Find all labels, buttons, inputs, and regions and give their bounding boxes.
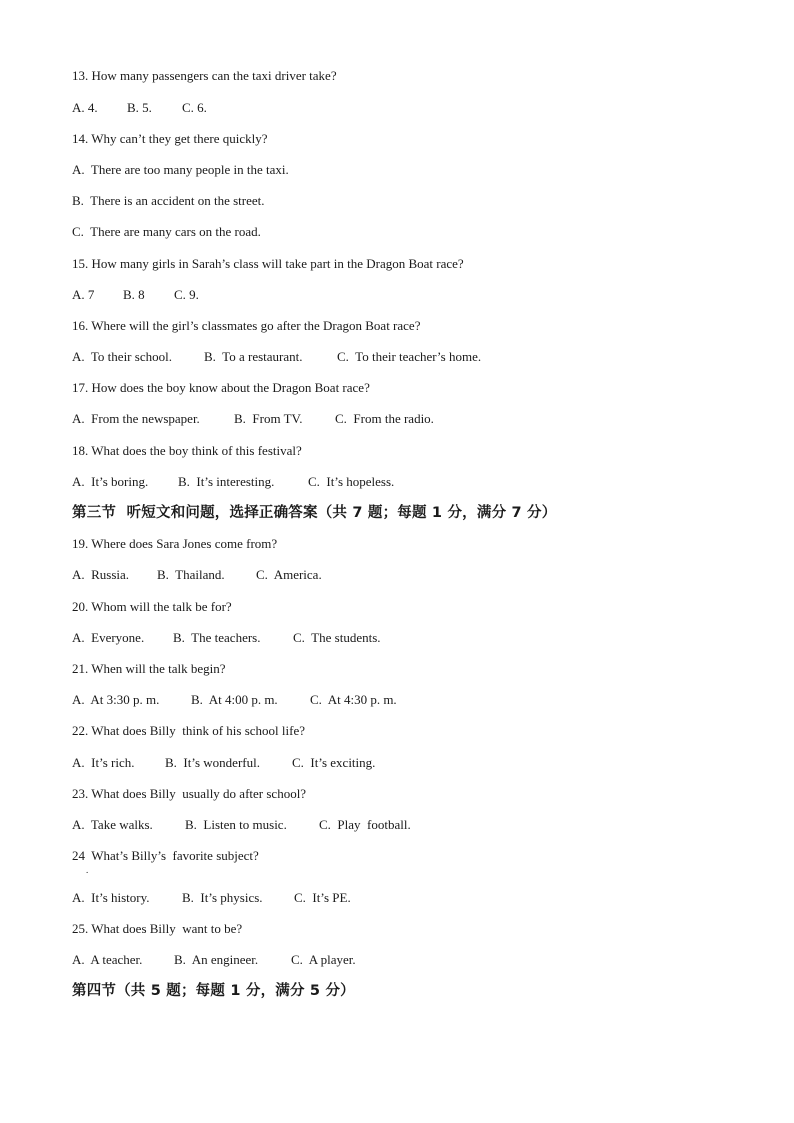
option-20-a[interactable]: A. Everyone. — [72, 630, 145, 645]
option-13-b[interactable]: B. 5. — [127, 100, 152, 115]
question-16: 16. Where will the girl’s classmates go after the Dragon Boat race? — [72, 318, 421, 333]
option-21-c[interactable]: C. At 4:30 p. m. — [310, 692, 397, 707]
option-13-c[interactable]: C. 6. — [182, 100, 207, 115]
question-13: 13. How many passengers can the taxi driver take? — [72, 68, 337, 83]
option-18-a[interactable]: A. It’s boring. — [72, 474, 149, 489]
option-17-a[interactable]: A. From the newspaper. — [72, 411, 200, 426]
option-14-b[interactable]: B. There is an accident on the street. — [72, 193, 265, 208]
section-heading-third: 第三节 听短文和问题，选择正确答案（共 7 题；每题 1 分，满分 7 分） — [72, 505, 557, 521]
option-22-a[interactable]: A. It’s rich. — [72, 755, 135, 770]
option-17-c[interactable]: C. From the radio. — [335, 411, 434, 426]
option-23-c[interactable]: C. Play football. — [319, 817, 411, 832]
option-19-c[interactable]: C. America. — [256, 567, 322, 582]
question-20: 20. Whom will the talk be for? — [72, 599, 232, 614]
question-25: 25. What does Billy want to be? — [72, 921, 243, 936]
option-16-a[interactable]: A. To their school. — [72, 349, 172, 364]
options-19 — [72, 567, 322, 583]
question-17: 17. How does the boy know about the Dragon Boat race? — [72, 380, 370, 395]
option-14-c[interactable]: C. There are many cars on the road. — [72, 224, 261, 239]
options-18 — [72, 474, 394, 490]
options-16 — [72, 349, 481, 365]
question-15: 15. How many girls in Sarah’s class will take part in the Dragon Boat race? — [72, 256, 464, 271]
option-20-c[interactable]: C. The students. — [293, 630, 381, 645]
option-15-c[interactable]: C. 9. — [174, 287, 199, 302]
options-13 — [72, 100, 207, 116]
question-21: 21. When will the talk begin? — [72, 661, 226, 676]
question-23: 23. What does Billy usually do after school? — [72, 786, 307, 801]
option-19-b[interactable]: B. Thailand. — [157, 567, 225, 582]
option-21-a[interactable]: A. At 3:30 p. m. — [72, 692, 160, 707]
option-19-a[interactable]: A. Russia. — [72, 567, 130, 582]
option-24-a[interactable]: A. It’s history. — [72, 890, 150, 905]
options-21 — [72, 692, 397, 708]
option-22-c[interactable]: C. It’s exciting. — [292, 755, 376, 770]
option-16-b[interactable]: B. To a restaurant. — [204, 349, 303, 364]
options-15 — [72, 287, 199, 303]
option-25-b[interactable]: B. An engineer. — [174, 952, 259, 967]
question-24: 24 What’s Billy’s favorite subject? — [72, 848, 259, 863]
option-25-a[interactable]: A. A teacher. — [72, 952, 143, 967]
question-14: 14. Why can’t they get there quickly? — [72, 131, 268, 146]
options-20 — [72, 630, 381, 646]
options-24 — [72, 890, 351, 906]
question-22: 22. What does Billy think of his school life? — [72, 723, 306, 738]
option-15-a[interactable]: A. 7 — [72, 287, 95, 302]
option-15-b[interactable]: B. 8 — [123, 287, 145, 302]
option-17-b[interactable]: B. From TV. — [234, 411, 303, 426]
option-23-a[interactable]: A. Take walks. — [72, 817, 153, 832]
option-23-b[interactable]: B. Listen to music. — [185, 817, 287, 832]
question-19: 19. Where does Sara Jones come from? — [72, 536, 278, 551]
option-24-b[interactable]: B. It’s physics. — [182, 890, 263, 905]
option-18-c[interactable]: C. It’s hopeless. — [308, 474, 395, 489]
section-heading-fourth: 第四节（共 5 题；每题 1 分，满分 5 分） — [72, 983, 355, 999]
option-14-a[interactable]: A. There are too many people in the taxi. — [72, 162, 289, 177]
option-21-b[interactable]: B. At 4:00 p. m. — [191, 692, 278, 707]
option-20-b[interactable]: B. The teachers. — [173, 630, 261, 645]
option-16-c[interactable]: C. To their teacher’s home. — [337, 349, 482, 364]
options-25 — [72, 952, 356, 968]
option-24-c[interactable]: C. It’s PE. — [294, 890, 351, 905]
stray-dot: . — [86, 865, 89, 875]
question-18: 18. What does the boy think of this festival? — [72, 443, 302, 458]
options-17 — [72, 411, 434, 427]
options-23 — [72, 817, 411, 833]
option-13-a[interactable]: A. 4. — [72, 100, 98, 115]
option-18-b[interactable]: B. It’s interesting. — [178, 474, 275, 489]
option-22-b[interactable]: B. It’s wonderful. — [165, 755, 260, 770]
options-22 — [72, 755, 375, 771]
option-25-c[interactable]: C. A player. — [291, 952, 356, 967]
